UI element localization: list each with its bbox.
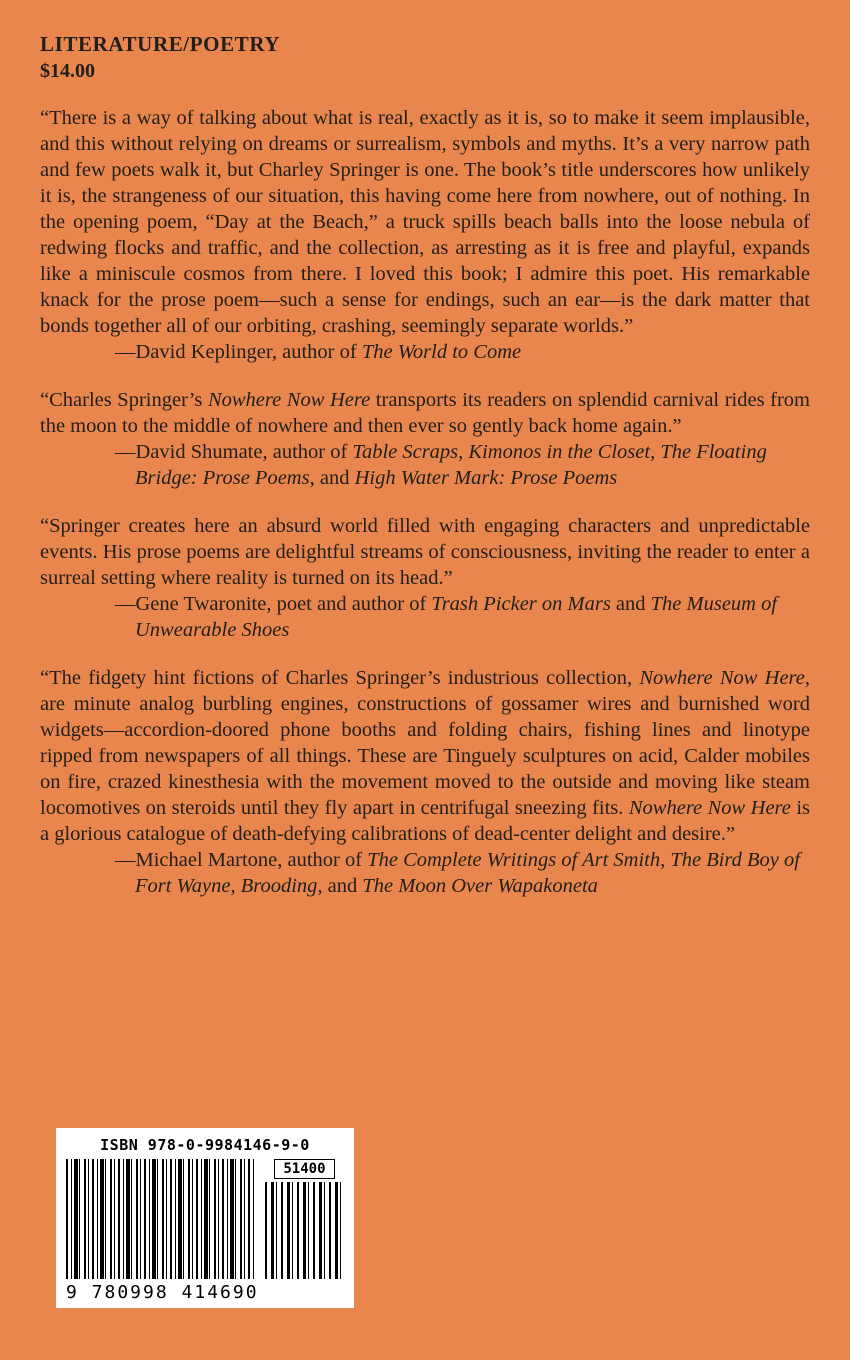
book-title-text: Table Scraps: [352, 441, 459, 463]
barcode-digits: 9 780998 414690: [66, 1282, 259, 1303]
blurb-shumate: [40, 387, 810, 491]
plain-text: ,: [650, 441, 661, 463]
isbn-text: ISBN 978-0-9984146-9-0: [100, 1136, 310, 1154]
book-title-text: The World to Come: [361, 341, 522, 363]
book-title-text: The Bird Boy of Fort Wayne: [135, 849, 800, 897]
barcode-bars-row: [66, 1159, 344, 1303]
plain-text: —Michael Martone, author of: [115, 849, 368, 871]
barcode-addon-bars: [265, 1182, 344, 1279]
plain-text: “There is a way of talking about what is real, exactly as it is, so to make it seem implausible, and this without relying on dreams or surrealism, symbols and myths. It’s a very narrow path and few poets walk it, but Charley Springer is one. The book’s title underscores how unlikely it is, the strangeness of our situation, this having come here from nowhere, out of nothing. In the opening poem, “Day at the Beach,” a truck spills beach balls into the loose nebula of redwing flocks and traffic, and the collection, as arresting as it is free and playful, expands like a miniscule cosmos from there. I loved this book; I admire this poet. His remarkable knack for the prose poem—such a sense for endings, such an ear—is the dark matter that bonds together all of our orbiting, crashing, seemingly separate worlds.”: [40, 107, 810, 337]
blurb-shumate-quote: [40, 387, 810, 439]
blurb-martone-quote: [40, 665, 810, 847]
book-title-text: The Museum of Unwearable Shoes: [135, 593, 778, 641]
plain-text: transports its readers on splendid carnival rides from the moon to the middle of nowhere and then ever so gently back home again.”: [40, 389, 810, 437]
barcode-addon-column: [265, 1159, 344, 1303]
book-title-text: High Water Mark: Prose Poems: [354, 467, 618, 489]
plain-text: —David Shumate, author of: [115, 441, 353, 463]
plain-text: ,: [458, 441, 469, 463]
barcode-bars: [66, 1159, 256, 1279]
price-label: $14.00: [40, 60, 95, 82]
plain-text: , and: [317, 875, 363, 897]
book-title-text: Nowhere Now Here: [628, 797, 791, 819]
book-title-text: Nowhere Now Here: [639, 667, 805, 689]
blurb-keplinger: [40, 105, 810, 365]
blurb-twaronite: [40, 513, 810, 643]
plain-text: —David Keplinger, author of: [115, 341, 362, 363]
book-title-text: Brooding: [240, 875, 318, 897]
plain-text: ,: [660, 849, 671, 871]
blurb-martone: [40, 665, 810, 899]
blurb-list: [40, 105, 810, 899]
plain-text: , are minute analog burbling engines, constructions of gossamer wires and burnished word widgets—accordion-doored phone booths and folding chairs, fishing lines and linotype ripped from newspapers of all things. These are Tinguely sculptures on acid, Calder mobiles on fire, crazed kinesthesia with the movement moved to the outside and moving like steam locomotives on steroids until they fly apart in centrifugal sneezing fits.: [40, 667, 810, 819]
plain-text: , and: [309, 467, 355, 489]
category-label: LITERATURE/POETRY: [40, 32, 281, 56]
plain-text: “Springer creates here an absurd world filled with engaging characters and unpredictable events. His prose poems are delightful streams of consciousness, inviting the reader to enter a surreal setting where reality is turned on its head.”: [40, 515, 810, 589]
book-title-text: Nowhere Now Here: [207, 389, 371, 411]
book-title-text: The Floating Bridge: Prose Poems: [135, 441, 767, 489]
book-title-text: The Moon Over Wapakoneta: [362, 875, 598, 897]
book-title-text: Trash Picker on Mars: [431, 593, 611, 615]
blurb-keplinger-quote: [40, 105, 810, 339]
book-title-text: The Complete Writings of Art Smith: [367, 849, 661, 871]
blurb-martone-attribution: [40, 847, 810, 899]
plain-text: is a glorious catalogue of death-defying calibrations of dead-center delight and desire.”: [40, 797, 810, 845]
blurb-keplinger-attribution: [40, 339, 810, 365]
blurb-twaronite-attribution: [40, 591, 810, 643]
barcode-main-column: [66, 1159, 259, 1303]
blurb-twaronite-quote: [40, 513, 810, 591]
plain-text: ,: [230, 875, 241, 897]
blurb-shumate-attribution: [40, 439, 810, 491]
plain-text: —Gene Twaronite, poet and author of: [115, 593, 432, 615]
book-title-text: Kimonos in the Closet: [468, 441, 651, 463]
plain-text: “The fidgety hint fictions of Charles Springer’s industrious collection,: [40, 667, 640, 689]
plain-text: “Charles Springer’s: [40, 389, 208, 411]
barcode-price-code: 51400: [274, 1159, 334, 1179]
plain-text: and: [610, 593, 651, 615]
barcode: [56, 1128, 354, 1308]
header: [40, 32, 810, 83]
